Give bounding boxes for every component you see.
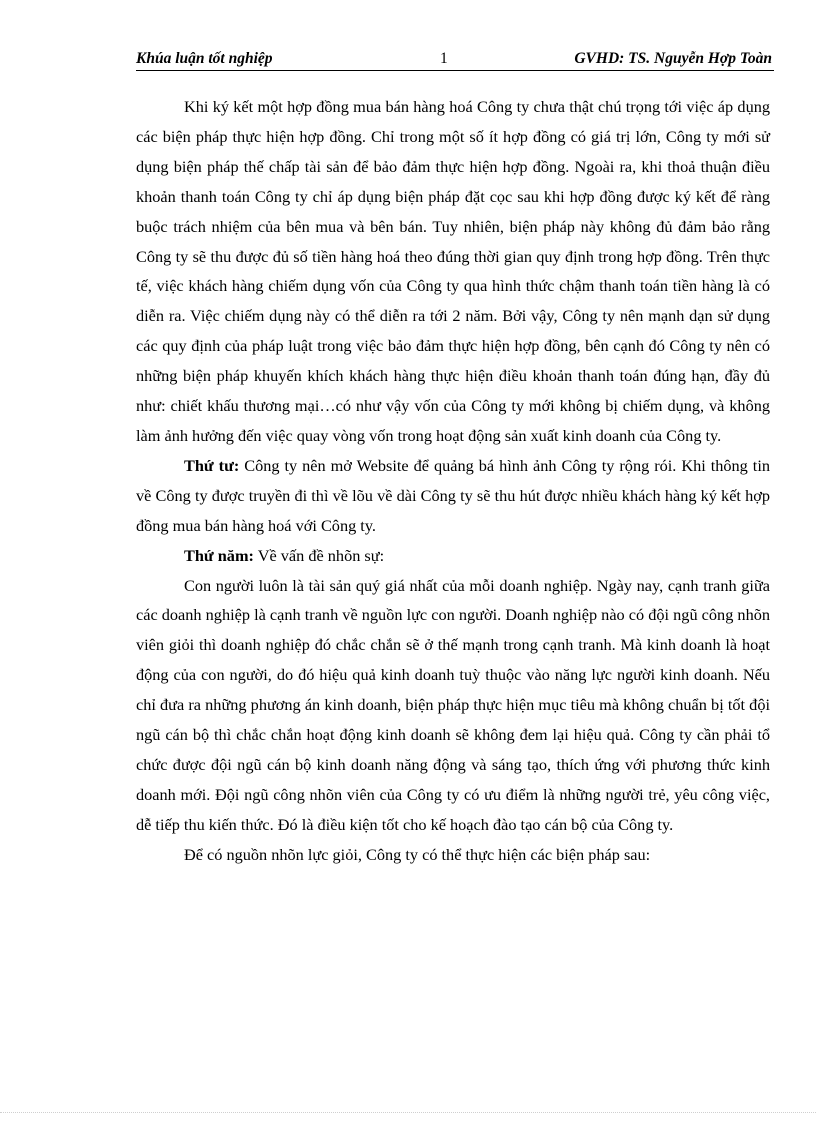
paragraph-measures-intro xyxy=(136,840,770,870)
paragraph-human-resources xyxy=(136,571,770,840)
page-bottom-divider xyxy=(0,1112,816,1113)
paragraph-text: Khi ký kết một hợp đồng mua bán hàng hoá Công ty chưa thật chú trọng tới việc áp dụng các biện pháp thực hiện hợp đồng. Chỉ trong một số ít hợp đồng có giá trị lớn, Công ty mới sử dụng biện pháp thế chấp tài sản để bảo đảm thực hiện hợp đồng. Ngoài ra, khi thoả thuận điều khoản thanh toán Công ty chỉ áp dụng biện pháp đặt cọc sau khi hợp đồng được ký kết để ràng buộc trách nhiệm của bên mua và bên bán. Tuy nhiên, biện pháp này không đủ đảm bảo rằng Công ty sẽ thu được đủ số tiền hàng hoá theo đúng thời gian quy định trong hợp đồng. Trên thực tế, việc khách hàng chiếm dụng vốn của Công ty qua hình thức chậm thanh toán tiền hàng là có diễn ra. Việc chiếm dụng này có thể diễn ra tới 2 năm. Bởi vậy, Công ty nên mạnh dạn sử dụng các quy định của pháp luật trong việc bảo đảm thực hiện hợp đồng, bên cạnh đó Công ty nên có những biện pháp khuyến khích khách hàng thực hiện điều khoản thanh toán đúng hạn, đầy đủ như: chiết khấu thương mại…có như vậy vốn của Công ty mới không bị chiếm dụng, và không làm ảnh hưởng đến việc quay vòng vốn trong hoạt động sản xuất kinh doanh của Công ty. xyxy=(136,97,770,445)
advisor-name: GVHD: TS. Nguyễn Hợp Toàn xyxy=(574,50,772,67)
paragraph-contract-measures xyxy=(136,92,770,451)
paragraph-text: Để có nguồn nhõn lực giỏi, Công ty có thể thực hiện các biện pháp sau: xyxy=(184,844,651,864)
paragraph-label: Thứ năm: xyxy=(184,545,254,565)
paragraph-text: Con người luôn là tài sản quý giá nhất của mỗi doanh nghiệp. Ngày nay, cạnh tranh giữa các doanh nghiệp là cạnh tranh về nguồn lực con người. Doanh nghiệp nào có đội ngũ công nhõn viên giỏi thì doanh nghiệp đó chắc chắn sẽ ở thế mạnh trong cạnh tranh. Mà kinh doanh là hoạt động của con người, do đó hiệu quả kinh doanh tuỳ thuộc vào năng lực người kinh doanh. Nếu chỉ đưa ra những phương án kinh doanh, biện pháp thực hiện mục tiêu mà không chuẩn bị tốt đội ngũ cán bộ thì chắc chắn hoạt động kinh doanh sẽ không đem lại hiệu quả. Công ty cần phải tổ chức được đội ngũ cán bộ kinh doanh năng động và sáng tạo, thích ứng với phương thức kinh doanh mới. Đội ngũ công nhõn viên của Công ty có ưu điểm là những người trẻ, yêu công việc, dễ tiếp thu kiến thức. Đó là điều kiện tốt cho kế hoạch đào tạo cán bộ của Công ty. xyxy=(136,575,770,834)
page-header xyxy=(136,48,774,71)
paragraph-label: Thứ tư: xyxy=(184,455,240,475)
paragraph-fifth-personnel xyxy=(136,541,770,571)
paragraph-text: Về vấn đề nhõn sự: xyxy=(253,545,385,565)
paragraph-text: Công ty nên mở Website để quảng bá hình ảnh Công ty rộng rói. Khi thông tin về Công ty được truyền đi thì về lõu về dài Công ty sẽ thu hút được nhiều khách hàng ký kết hợp đồng mua bán hàng hoá với Công ty. xyxy=(136,455,770,535)
page-number: 1 xyxy=(440,50,448,67)
thesis-title: Khúa luận tốt nghiệp xyxy=(136,50,273,67)
paragraph-fourth-website xyxy=(136,451,770,541)
page-body xyxy=(136,92,770,870)
